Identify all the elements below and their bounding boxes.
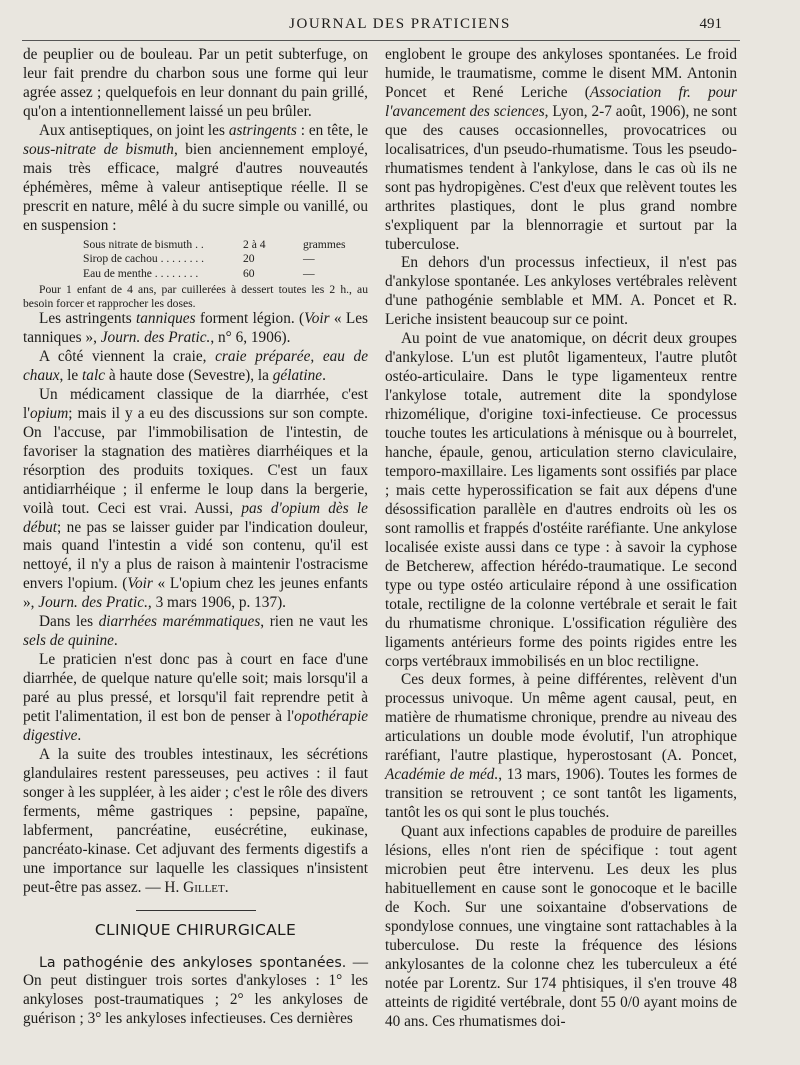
paragraph: A la suite des troubles intestinaux, les sécrétions glandulaires restent paresseuses, peu actives : il faut songer à les suppléer, à les aider ; c'est le rôle des divers ferments, même gastriques : pepsine, papaïne, labferment, pancréatine, eusécrétine, eukinase, pancréato-kinase. Cet adjuvant des ferments digestifs a une importance sur laquelle les classiques n'insistent peut-être pas assez. — H. Gillet. [23, 745, 368, 896]
right-column [385, 46, 737, 1032]
paragraph: englobent le groupe des ankyloses spontanées. Le froid humide, le traumatisme, comme le disent MM. Antonin Poncet et René Leriche (Association fr. pour l'avancement des sciences, Lyon, 2-7 août, 1906), ne sont que des causes occasionnelles, provocatrices ou localisatrices, d'un pseudo-rhumatisme. Tous les pseudo-rhumatismes tendent à l'ankylose, dans le cas où ils ne sont pas hydropigènes. C'est d'eux que relèvent toutes les arthrites plastiques, dont le plus grand nombre s'expliquent par la blennorragie et surtout par la tuberculose. [385, 46, 737, 253]
paragraph: Le praticien n'est donc pas à court en face d'une diarrhée, de quelque nature qu'elle soit; mais lorsqu'il a paré au plus pressé, et lorsqu'il fait reprendre petit à petit l'alimentation, il est bon de penser à l'opothérapie digestive. [23, 651, 368, 744]
prescription [23, 238, 368, 282]
journal-title: JOURNAL DES PRATICIENS [289, 16, 511, 32]
paragraph: Quant aux infections capables de produire de pareilles lésions, elles n'ont rien de spécifique : tout agent microbien peut être intervenu. Les deux les plus habituellement en cause sont le gonocoque et le bacille de Koch. Sur une soixantaine d'observations de spondylose connues, une vingtaine sont rattachables à la tuberculose. Du reste la fréquence des lésions ankylosantes de la colonne chez les tuberculeux a été notée par Lorentz. Sur 174 phtisiques, il s'en trouve 48 atteints de rigidité vertébrale, dont 55 0/0 ayant moins de 40 ans. Ces rhumatismes doi- [385, 823, 737, 1030]
prescription-line: Sirop de cachou . . . . . . . . 20 — [83, 252, 315, 266]
run-in-heading: La pathogénie des ankyloses spontanées. [39, 954, 347, 971]
section-divider [136, 910, 256, 911]
paragraph: Aux antiseptiques, on joint les astringents : en tête, le sous-nitrate de bismuth, bien anciennement employé, mais très efficace, malgré d'autres nouveautés éphémères, même à valeur antiseptique réelle. Il se prescrit en nature, mêlé à du sucre simple ou vanillé, ou en suspension : [23, 121, 368, 234]
page-number: 491 [699, 16, 722, 32]
paragraph: Dans les diarrhées marémmatiques, rien ne vaut les sels de quinine. [23, 613, 368, 650]
paragraph: A côté viennent la craie, craie préparée, eau de chaux, le talc à haute dose (Sevestre), la gélatine. [23, 347, 368, 384]
left-column [23, 46, 368, 1029]
paragraph: Les astringents tanniques forment légion. (Voir « Les tanniques », Journ. des Pratic., n° 6, 1906). [23, 310, 368, 346]
prescription-note: Pour 1 enfant de 4 ans, par cuillerées à dessert toutes les 2 h., au besoin forcer et rapprocher les doses. [23, 283, 368, 310]
author-signature: Gillet [183, 878, 225, 896]
paragraph: La pathogénie des ankyloses spontanées. — On peut distinguer trois sortes d'ankyloses : 1° les ankyloses post-traumatiques ; 2° les ankyloses de guérison ; 3° les ankyloses infectieuses. Ces dernières [23, 953, 369, 1028]
paragraph: Ces deux formes, à peine différentes, relèvent d'un processus univoque. Un même agent causal, peut, en matière de rhumatisme chronique, prendre au niveau des articulations un double mode évolutif, l'un atrophique raréfiant, l'autre plastique, hyperostosant (A. Poncet, Académie de méd., 13 mars, 1906). Toutes les formes de transition se retrouvent ; ce sont tantôt les ligaments, tantôt les os qui sont le plus touchés. [385, 671, 737, 822]
running-header [0, 14, 800, 40]
paragraph: Un médicament classique de la diarrhée, c'est l'opium; mais il y a eu des discussions sur son compte. On l'accuse, par l'immobilisation de l'intestin, de favoriser la stagnation des matières diarrhéiques et la résorption des produits toxiques. C'est un faux antidiarrhéique ; il enferme le loup dans la bergerie, voilà tout. Ceci est vrai. Aussi, pas d'opium dès le début; ne pas se laisser guider par l'indication douleur, mais quand l'intestin a vidé son contenu, qu'il est nettoyé, il n'y a plus de raison à maintenir l'ostracisme envers l'opium. (Voir « L'opium chez les jeunes enfants », Journ. des Pratic., 3 mars 1906, p. 137). [23, 385, 368, 612]
paragraph: de peuplier ou de bouleau. Par un petit subterfuge, on leur fait prendre du charbon sous une forme qui leur agrée assez ; quelquefois en leur donnant du pain grillé, qu'on a intentionnellement laissé un peu brûler. [23, 46, 368, 120]
header-rule [22, 40, 740, 41]
prescription-line: Eau de menthe . . . . . . . . 60 — [83, 266, 315, 280]
paragraph: En dehors d'un processus infectieux, il n'est pas d'ankylose spontanée. Les ankyloses vertébrales relèvent d'une pathogénie semblable et MM. A. Poncet et R. Leriche insistent beaucoup sur ce point. [385, 254, 737, 329]
section-title: CLINIQUE CHIRURGICALE [94, 920, 297, 939]
prescription-line: Sous nitrate de bismuth . . 2 à 4 grammes [83, 237, 346, 251]
paragraph: Au point de vue anatomique, on décrit deux groupes d'ankylose. L'un est plutôt ligamenteux, l'autre plutôt ostéo-articulaire. Dans le type ligamenteux rentre l'ankylose totale, autrement dite la spondylose rhizomélique, d'origine toxi-infectieuse. Ce processus touche toutes les articulations à ménisque ou à bourrelet, hanche, épaule, genou, articulation sterno claviculaire, temporo-maxillaire. Les ligaments sont ossifiés par place ; mais cette hyperossification se fait aux dépens d'une désossification parallèle en d'autres endroits où les os sont ramollis et frappés d'ostéite raréfiante. Une ankylose localisée existe aussi dans ce type : à savoir la cyphose de Betcherew, affection hérédo-traumatique. Le second type ou type ostéo articulaire répond à une ossification totale, rectiligne de la colonne vertébrale et serait le fait du rhumatisme chronique. L'ossification régulière des ligaments antérieurs forme des points rigides entre les corps vertébraux immobilisés en un bloc rectiligne. [385, 330, 737, 670]
